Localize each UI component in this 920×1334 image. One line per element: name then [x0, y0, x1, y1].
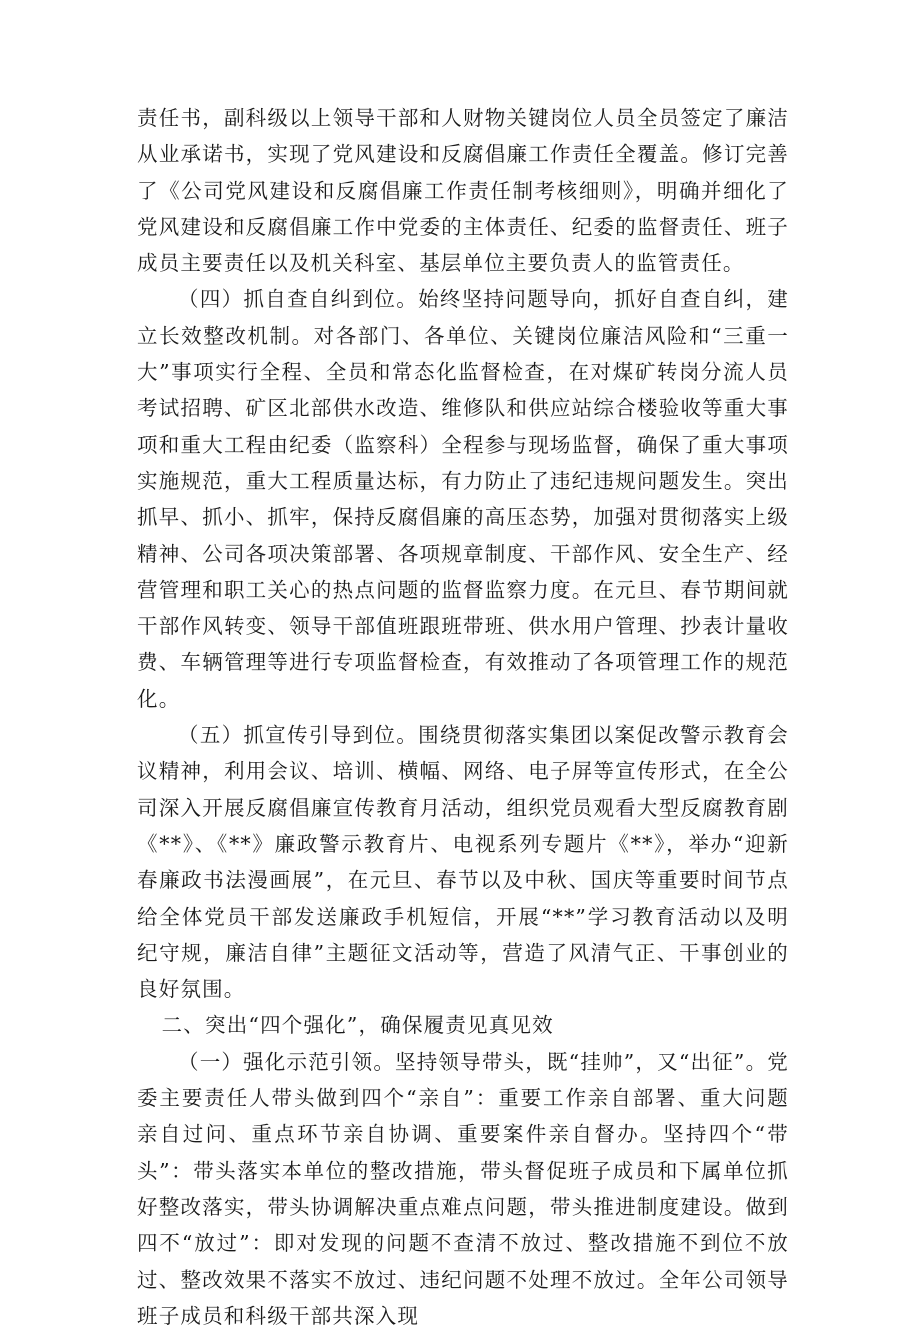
paragraph-continuation: 责任书，副科级以上领导干部和人财物关键岗位人员全员签定了廉洁从业承诺书，实现了党风建设和反腐倡廉工作责任全覆盖。修订完善了《公司党风建设和反腐倡廉工作责任制考核细则》，明确并细化了党风建设和反腐倡廉工作中党委的主体责任、纪委的监督责任、班子成员主要责任以及机关科室、基层单位主要负责人的监管责任。	[137, 106, 789, 276]
document-body	[137, 100, 789, 1334]
paragraph-section-4: （四）抓自查自纠到位。始终坚持问题导向，抓好自查自纠，建立长效整改机制。对各部门、各单位、关键岗位廉洁风险和“三重一大”事项实行全程、全员和常态化监督检查，在对煤矿转岗分流人员考试招聘、矿区北部供水改造、维修队和供应站综合楼验收等重大事项和重大工程由纪委（监察科）全程参与现场监督，确保了重大事项实施规范，重大工程质量达标，有力防止了违纪违规问题发生。突出抓早、抓小、抓牢，保持反腐倡廉的高压态势，加强对贯彻落实上级精神、公司各项决策部署、各项规章制度、干部作风、安全生产、经营管理和职工关心的热点问题的监督监察力度。在元旦、春节期间就干部作风转变、领导干部值班跟班带班、供水用户管理、抄表计量收费、车辆管理等进行专项监督检查，有效推动了各项管理工作的规范化。	[137, 287, 789, 711]
paragraph-subsection-1: （一）强化示范引领。坚持领导带头，既“挂帅”，又“出征”。党委主要责任人带头做到四个“亲自”：重要工作亲自部署、重大问题亲自过问、重点环节亲自协调、重要案件亲自督办。坚持四个“带头”：带头落实本单位的整改措施，带头督促班子成员和下属单位抓好整改落实，带头协调解决重点难点问题，带头推进制度建设。做到四不“放过”：即对发现的问题不查清不放过、整改措施不到位不放过、整改效果不落实不放过、违纪问题不处理不放过。全年公司领导班子成员和科级干部共深入现	[137, 1049, 789, 1328]
section-heading-2: 二、突出“四个强化”，确保履责见真见效	[161, 1013, 554, 1038]
paragraph-section-5: （五）抓宣传引导到位。围绕贯彻落实集团以案促改警示教育会议精神，利用会议、培训、横幅、网络、电子屏等宣传形式，在全公司深入开展反腐倡廉宣传教育月活动，组织党员观看大型反腐教育剧《**》、《**》廉政警示教育片、电视系列专题片《**》，举办“迎新春廉政书法漫画展”，在元旦、春节以及中秋、国庆等重要时间节点给全体党员干部发送廉政手机短信，开展“**”学习教育活动以及明纪守规，廉洁自律”主题征文活动等，营造了风清气正、干事创业的良好氛围。	[137, 723, 789, 1002]
